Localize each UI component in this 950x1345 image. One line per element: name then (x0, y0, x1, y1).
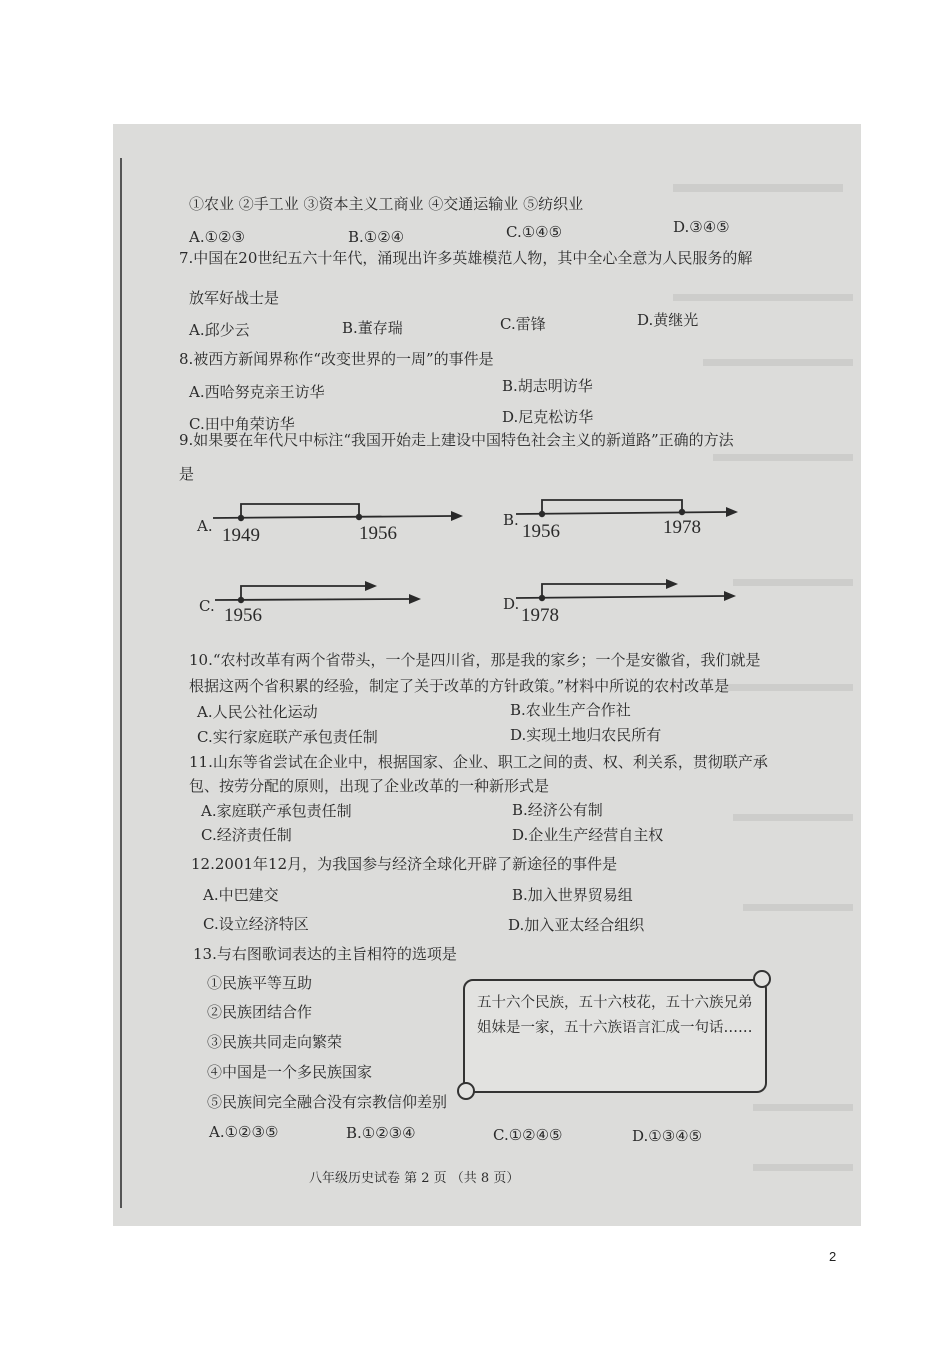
q9-c-year-1: 1956 (224, 605, 262, 626)
q13-option-c: C.①②④⑤ (493, 1126, 563, 1144)
scroll-curl-top-icon (753, 970, 771, 988)
q10-stem-line1: 10.“农村改革有两个省带头，一个是四川省，那是我的家乡；一个是安徽省，我们就是 (189, 651, 761, 669)
q9-d-year-1: 1978 (521, 605, 559, 626)
q7-stem-line1: 7.中国在20世纪五六十年代，涌现出许多英雄模范人物，其中全心全意为人民服务的解 (179, 249, 753, 267)
q12-option-d: D.加入亚太经合组织 (508, 916, 645, 934)
q11-stem-line1: 11.山东等省尝试在企业中，根据国家、企业、职工之间的责、权、利关系，贯彻联产承 (189, 753, 768, 771)
q8-option-a: A.西哈努克亲王访华 (189, 383, 325, 401)
q9-c-label: C. (199, 597, 215, 615)
q7-option-d: D.黄继光 (637, 311, 699, 329)
q13-item-5: ⑤民族间完全融合没有宗教信仰差别 (207, 1093, 448, 1111)
q13-option-a: A.①②③⑤ (209, 1123, 279, 1141)
exam-footer: 八年级历史试卷 第 2 页 （共 8 页） (309, 1171, 520, 1186)
q7-option-c: C.雷锋 (500, 315, 546, 333)
song-lyric-scroll (463, 979, 767, 1093)
q11-option-b: B.经济公有制 (512, 801, 603, 819)
q13-option-d: D.①③④⑤ (632, 1127, 703, 1145)
q9-stem-line1: 9.如果要在年代尺中标注“我国开始走上建设中国特色社会主义的新道路”正确的方法 (179, 431, 734, 449)
q9-b-year-2: 1978 (663, 517, 701, 538)
q13-item-3: ③民族共同走向繁荣 (207, 1033, 343, 1051)
q13-item-2: ②民族团结合作 (207, 1003, 313, 1021)
q8-option-d: D.尼克松访华 (502, 408, 594, 426)
q11-option-c: C.经济责任制 (201, 826, 292, 844)
q13-option-b: B.①②③④ (346, 1124, 416, 1142)
q7-option-b: B.董存瑞 (342, 319, 403, 337)
q8-option-c: C.田中角荣访华 (189, 415, 295, 433)
q9-a-year-1: 1949 (222, 525, 260, 546)
q8-option-b: B.胡志明访华 (502, 377, 593, 395)
q10-option-c: C.实行家庭联产承包责任制 (197, 728, 378, 746)
q10-option-b: B.农业生产合作社 (510, 701, 631, 719)
q10-option-d: D.实现土地归农民所有 (510, 726, 662, 744)
q11-stem-line2: 包、按劳分配的原则，出现了企业改革的一种新形式是 (189, 777, 550, 795)
q12-option-a: A.中巴建交 (203, 886, 279, 904)
q6-option-b: B.①②④ (348, 228, 405, 246)
q12-option-c: C.设立经济特区 (203, 915, 309, 933)
q13-item-4: ④中国是一个多民族国家 (207, 1063, 373, 1081)
q7-option-a: A.邱少云 (189, 321, 250, 339)
q12-stem: 12.2001年12月，为我国参与经济全球化开辟了新途径的事件是 (191, 855, 618, 873)
q13-item-1: ①民族平等互助 (207, 974, 313, 992)
q6-option-c: C.①④⑤ (506, 223, 563, 241)
q9-a-label: A. (197, 517, 213, 535)
q6-items: ①农业 ②手工业 ③资本主义工商业 ④交通运输业 ⑤纺织业 (189, 195, 584, 213)
q7-stem-line2: 放军好战士是 (189, 289, 280, 307)
q9-stem-line2: 是 (179, 465, 195, 483)
q11-option-d: D.企业生产经营自主权 (512, 826, 664, 844)
q10-option-a: A.人民公社化运动 (197, 703, 318, 721)
q6-option-d: D.③④⑤ (673, 218, 730, 236)
q8-stem: 8.被西方新闻界称作“改变世界的一周”的事件是 (179, 350, 494, 368)
q10-stem-line2: 根据这两个省积累的经验，制定了关于改革的方针政策。”材料中所说的农村改革是 (189, 677, 730, 695)
exam-sheet-photo (113, 124, 861, 1226)
q13-stem: 13.与右图歌词表达的主旨相符的选项是 (193, 945, 457, 963)
q6-option-a: A.①②③ (189, 228, 245, 246)
q9-b-label: B. (503, 511, 519, 529)
q9-d-label: D. (503, 595, 520, 613)
q9-b-year-1: 1956 (522, 521, 560, 542)
q12-option-b: B.加入世界贸易组 (512, 886, 633, 904)
scroll-curl-bottom-icon (457, 1082, 475, 1100)
page-number: 2 (829, 1249, 837, 1264)
binding-margin-line (120, 158, 122, 1208)
q11-option-a: A.家庭联产承包责任制 (201, 802, 352, 820)
song-lyric-text: 五十六个民族，五十六枝花，五十六族兄弟姐妹是一家，五十六族语言汇成一句话…… (477, 995, 753, 1036)
q9-a-year-2: 1956 (359, 523, 397, 544)
